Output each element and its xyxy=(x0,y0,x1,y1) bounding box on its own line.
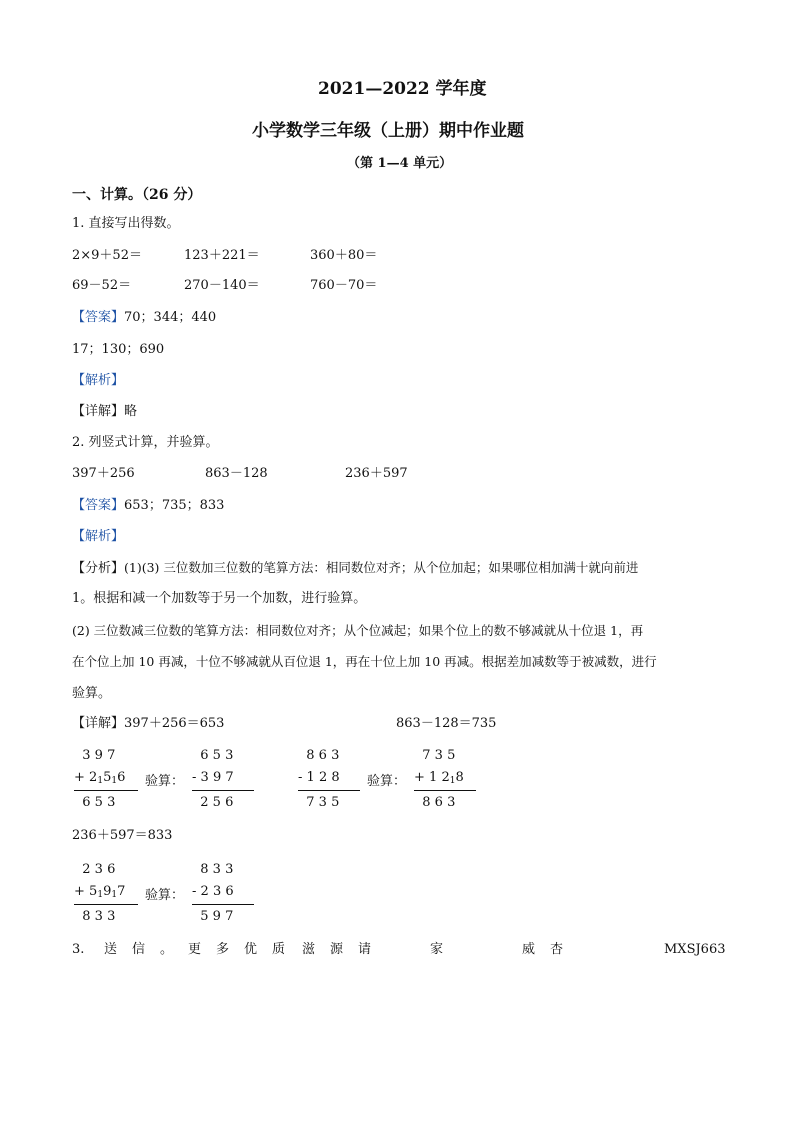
q2-problem: 236＋597 xyxy=(345,466,408,481)
q3-char: 源 xyxy=(330,942,344,957)
q3-char: 滋 xyxy=(302,942,316,957)
q1-item: 360＋80＝ xyxy=(310,248,378,263)
equation: 863－128＝735 xyxy=(396,716,497,731)
q1-analysis-tag: 【解析】 xyxy=(72,373,125,388)
calc-row: 8 3 3 xyxy=(82,909,116,924)
calc-row: 2 3 6 xyxy=(82,862,116,877)
calc-row: - 3 9 7 xyxy=(192,770,234,785)
calc-row: + 21516 xyxy=(74,770,126,786)
q2-analysis-tag: 【解析】 xyxy=(72,529,125,544)
q1-item: 123＋221＝ xyxy=(184,248,260,263)
check-label: 验算： xyxy=(145,774,185,789)
answer-text: 70；344；440 xyxy=(124,310,217,325)
q2-detail xyxy=(72,716,224,732)
header-units: （第 1—4 单元） xyxy=(347,156,453,171)
q1-item: 270－140＝ xyxy=(184,278,260,293)
q3-char: 杏 xyxy=(550,942,564,957)
header-title: 小学数学三年级（上册）期中作业题 xyxy=(252,121,524,141)
q3-char: 优 xyxy=(244,942,258,957)
q2-analysis-line xyxy=(72,560,638,577)
equation: 397＋256＝653 xyxy=(124,716,225,731)
detail-tag: 【详解】 xyxy=(72,404,125,419)
vertical-calc xyxy=(74,744,138,815)
calc-row: 3 9 7 xyxy=(82,748,116,763)
vertical-calc xyxy=(74,858,138,929)
calc-row: 8 6 3 xyxy=(306,748,340,763)
answer-text: 653；735；833 xyxy=(124,498,225,513)
section-heading: 一、计算。（26 分） xyxy=(72,187,202,203)
q1-item: 69－52＝ xyxy=(72,278,132,293)
analysis-intro-tag: 【分析】 xyxy=(72,561,125,576)
q1-answer-line2: 17；130；690 xyxy=(72,342,165,357)
calc-row: 6 5 3 xyxy=(82,795,116,810)
q3-code: MXSJ663 xyxy=(664,942,726,957)
header-year: 2021—2022 学年度 xyxy=(318,79,487,99)
q2-analysis-line: (2) 三位数减三位数的笔算方法：相同数位对齐；从个位减起；如果个位上的数不够减就从十位退 1，再 xyxy=(72,623,644,638)
calc-row: 6 5 3 xyxy=(200,748,234,763)
calc-row: 8 6 3 xyxy=(422,795,456,810)
calc-row: - 2 3 6 xyxy=(192,884,234,899)
q2-prompt: 2. 列竖式计算，并验算。 xyxy=(72,435,219,450)
q2-analysis-line: 1。根据和减一个加数等于另一个加数，进行验算。 xyxy=(72,591,367,606)
q1-item: 2×9＋52＝ xyxy=(72,248,142,263)
calc-row: 8 3 3 xyxy=(200,862,234,877)
answer-tag: 【答案】 xyxy=(72,310,125,325)
q3-char: 。 xyxy=(160,942,174,957)
q2-analysis-line: 验算。 xyxy=(72,686,112,701)
calc-row: + 1 218 xyxy=(414,770,464,786)
vertical-calc xyxy=(414,744,476,815)
q2-problem: 397＋256 xyxy=(72,466,135,481)
q1-answer xyxy=(72,310,216,326)
q1-item: 760－70＝ xyxy=(310,278,378,293)
detail-text: 略 xyxy=(124,404,138,419)
answer-tag: 【答案】 xyxy=(72,498,125,513)
calc-row: + 51917 xyxy=(74,884,126,900)
calc-row: 2 5 6 xyxy=(200,795,234,810)
q2-answer xyxy=(72,498,224,514)
q2-problem: 863－128 xyxy=(205,466,268,481)
calc-row: - 1 2 8 xyxy=(298,770,340,785)
q1-detail xyxy=(72,404,137,420)
check-label: 验算： xyxy=(145,888,185,903)
q3-char: 多 xyxy=(216,942,230,957)
q3-char: 质 xyxy=(272,942,286,957)
q3-char: 请 xyxy=(358,942,372,957)
vertical-calc xyxy=(192,858,254,929)
calc-row: 7 3 5 xyxy=(306,795,340,810)
q3-char: 信 xyxy=(132,942,146,957)
analysis-text: (1)(3) 三位数加三位数的笔算方法：相同数位对齐；从个位加起；如果哪位相加满十就向前进 xyxy=(124,560,639,575)
calc-row: 5 9 7 xyxy=(200,909,234,924)
q1-prompt: 1. 直接写出得数。 xyxy=(72,216,180,231)
detail-tag: 【详解】 xyxy=(72,716,125,731)
check-label: 验算： xyxy=(367,774,407,789)
vertical-calc xyxy=(192,744,254,815)
q2-analysis-line: 在个位上加 10 再减，十位不够减就从百位退 1，再在十位上加 10 再减。根据差加减数等于被减数，进行 xyxy=(72,654,657,669)
q3-char: 威 xyxy=(522,942,536,957)
q3-char: 3. xyxy=(72,942,85,957)
calc-row: 7 3 5 xyxy=(422,748,456,763)
q3-char: 更 xyxy=(188,942,202,957)
equation: 236＋597＝833 xyxy=(72,828,173,843)
q3-char: 家 xyxy=(430,942,444,957)
vertical-calc xyxy=(298,744,360,815)
q3-char: 送 xyxy=(104,942,118,957)
